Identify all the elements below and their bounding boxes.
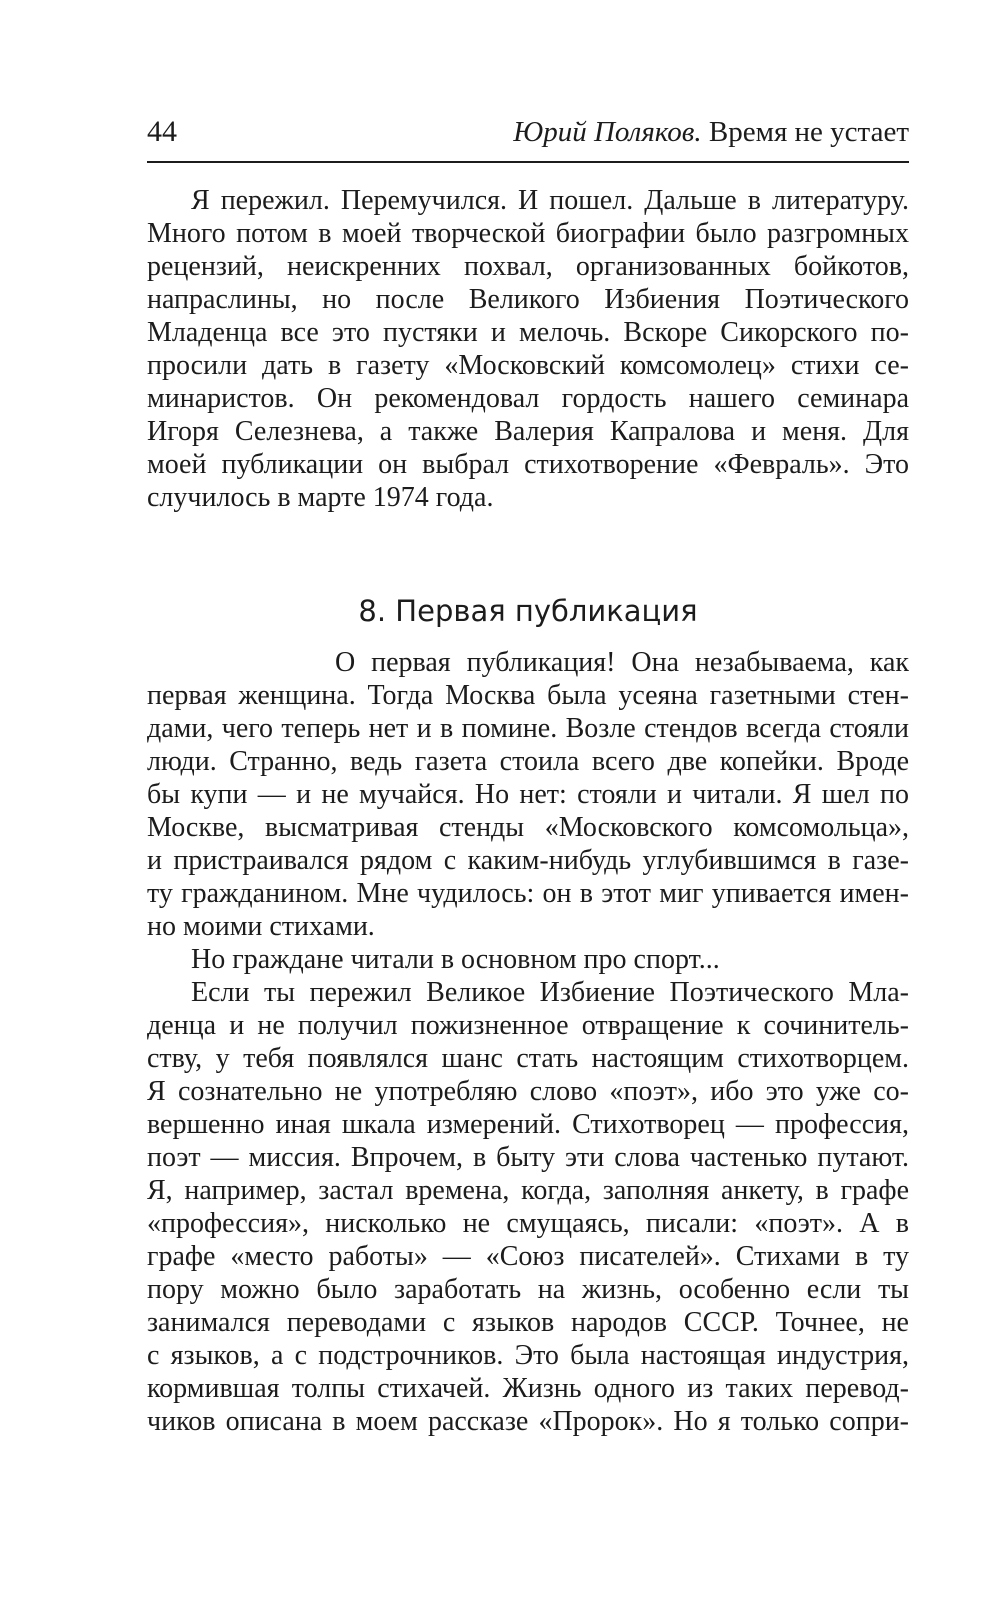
header-rule [147,161,909,163]
text-line: кормившая толпы стихачей. Жизнь одного из таких перевод- [147,1373,909,1404]
text-line: Москве, высматривая стенды «Московского комсомольца», [147,812,909,843]
text-line: случилось в марте 1974 года. [147,482,494,513]
text-line: Я сознательно не употребляю слово «поэт», ибо это уже со- [147,1076,909,1107]
text-line: Я пережил. Перемучился. И пошел. Дальше в литературу. [191,185,909,216]
text-line: вершенно иная шкала измерений. Стихотворец — профессия, [147,1109,909,1140]
text-line: минаристов. Он рекомендовал гордость нашего семинара [147,383,909,414]
text-line: но моими стихами. [147,911,375,942]
text-line: ту гражданином. Мне чудилось: он в этот миг упивается имен- [147,878,909,909]
running-header [147,108,909,160]
paragraph-block-1 [147,184,909,514]
text-line: первая женщина. Тогда Москва была усеяна газетными стен- [147,680,909,711]
text-line: рецензий, неискренних похвал, организованных бойкотов, [147,251,909,282]
text-line: ству, у тебя появлялся шанс стать настоящим стихотворцем. [147,1043,909,1074]
text-line: денца и не получил пожизненное отвращение к сочинитель- [147,1010,909,1041]
running-head-title: Время не устает [708,116,909,148]
text-line: моей публикации он выбрал стихотворение «Февраль». Это [147,449,909,480]
text-line: напраслины, но после Великого Избиения Поэтического [147,284,909,315]
text-line: занимался переводами с языков народов СССР. Точнее, не [147,1307,909,1338]
text-line: «профессия», нисколько не смущаясь, писали: «поэт». А в [147,1208,909,1239]
text-line: и пристраивался рядом с каким-нибудь углубившимся в газе- [147,845,909,876]
section-heading: 8. Первая публикация [358,594,698,628]
running-head-author: Юрий Поляков. [513,116,702,148]
text-line: Много потом в моей творческой биографии было разгромных [147,218,909,249]
text-line: поэт — миссия. Впрочем, в быту эти слова частенько путают. [147,1142,909,1173]
text-line: просили дать в газету «Московский комсомолец» стихи се- [147,350,909,381]
text-line: Но граждане читали в основном про спорт... [191,944,720,975]
text-line: бы купи — и не мучайся. Но нет: стояли и читали. Я шел по [147,779,909,810]
paragraph-block-2 [147,646,909,1438]
running-head [513,114,909,150]
text-line: Я, например, застал времена, когда, заполняя анкету, в графе [147,1175,909,1206]
text-line: пору можно было заработать на жизнь, особенно если ты [147,1274,909,1305]
text-line: Игоря Селезнева, а также Валерия Капралова и меня. Для [147,416,909,447]
page-number: 44 [147,115,177,148]
text-line: графе «место работы» — «Союз писателей». Стихами в ту [147,1241,909,1272]
text-line: Если ты пережил Великое Избиение Поэтического Мла- [191,977,909,1008]
text-line: люди. Странно, ведь газета стоила всего две копейки. Вроде [147,746,909,777]
text-line: чиков описана в моем рассказе «Пророк». Но я только сопри- [147,1406,909,1437]
text-line: дами, чего теперь нет и в помине. Возле стендов всегда стояли [147,713,909,744]
text-line: Младенца все это пустяки и мелочь. Вскоре Сикорского по- [147,317,909,348]
text-line: с языков, а с подстрочников. Это была настоящая индустрия, [147,1340,909,1371]
text-line: О первая публикация! Она незабываема, как [335,647,909,678]
